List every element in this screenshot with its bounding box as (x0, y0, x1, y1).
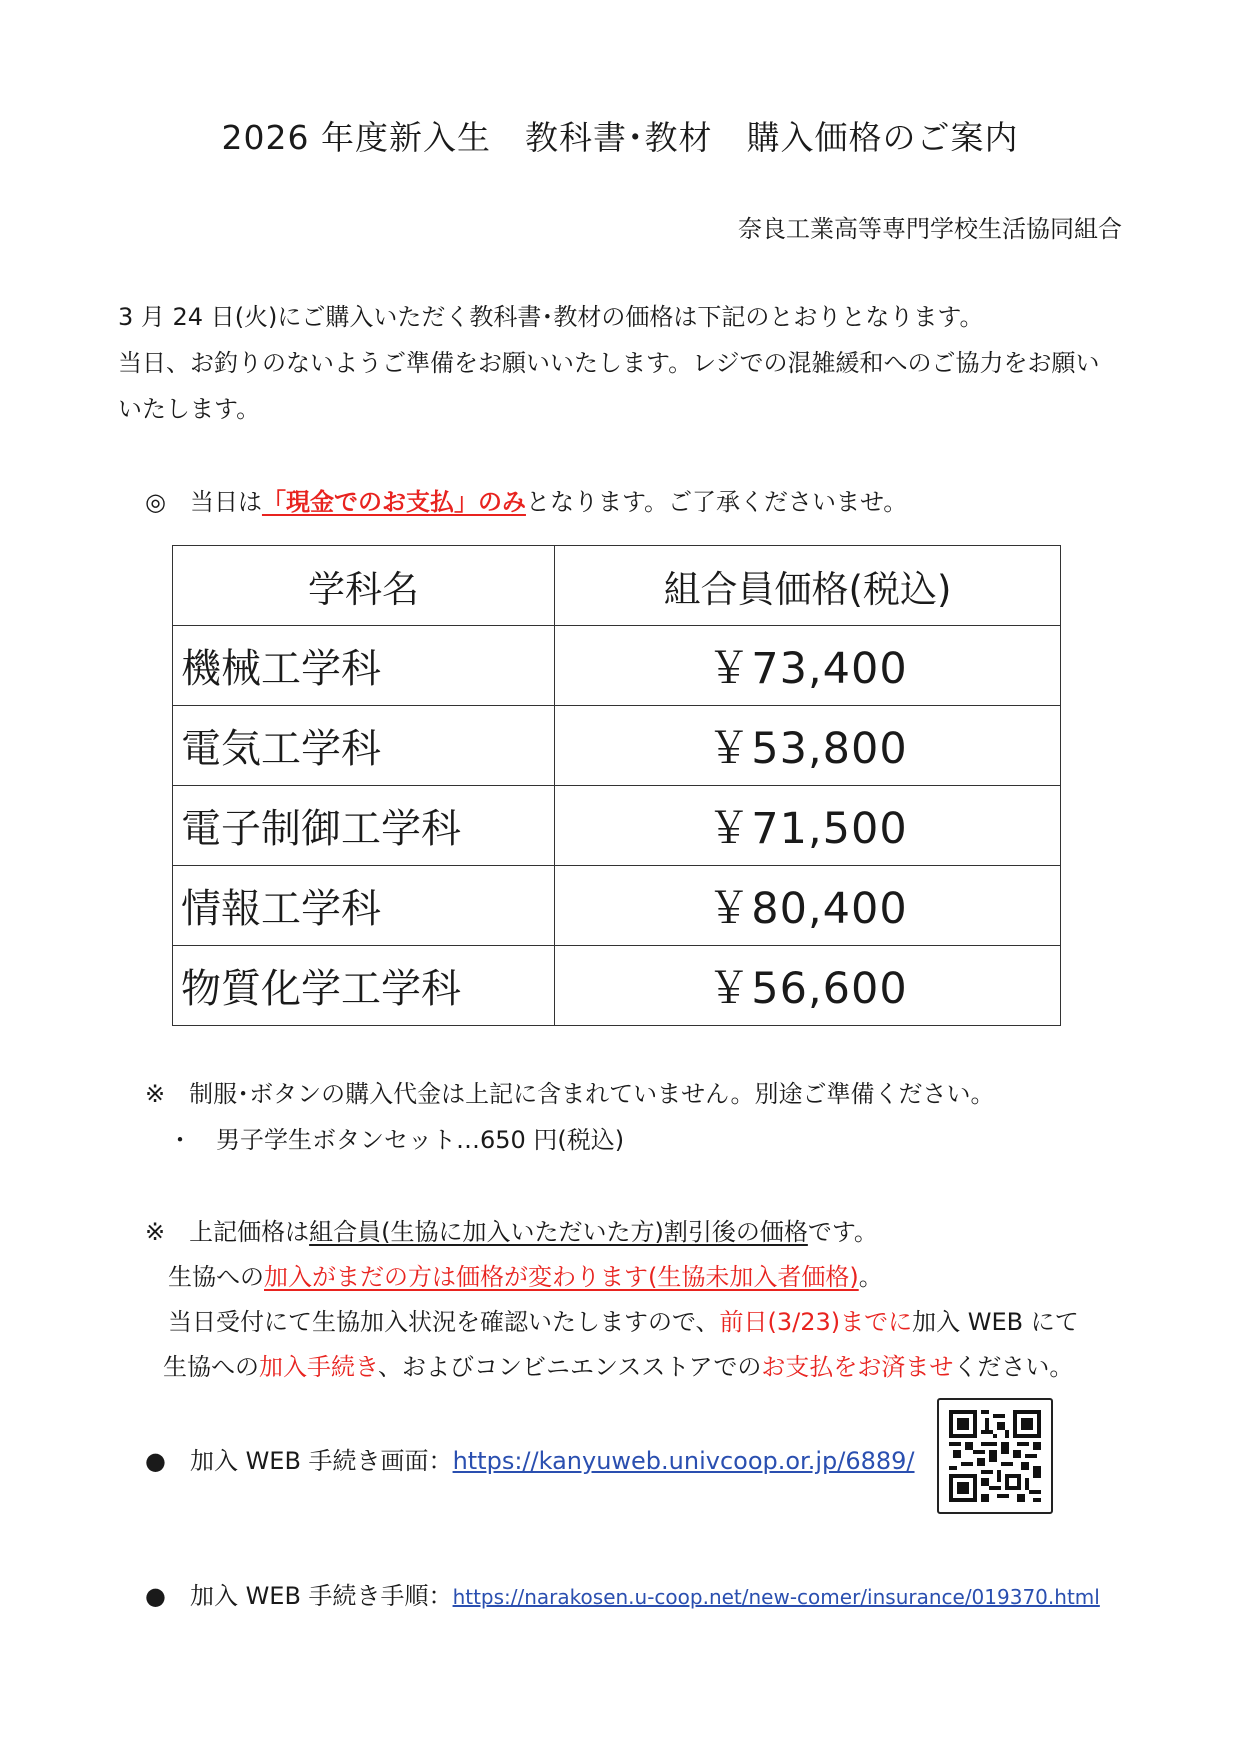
deadline-note (168, 1302, 1079, 1337)
member-price-note (145, 1212, 878, 1247)
procedure-suffix: ください。 (953, 1353, 1074, 1381)
header-department: 学科名 (173, 546, 555, 626)
price-table (172, 545, 1061, 1026)
department-price: ￥80,400 (555, 866, 1061, 946)
procedure-payment: お支払をお済ませ (761, 1353, 954, 1381)
procedure-prefix: 生協への (163, 1353, 259, 1381)
table-row (173, 946, 1061, 1026)
organization-name: 奈良工業高等専門学校生活協同組合 (738, 215, 1122, 243)
intro-line-1: 3 月 24 日(火)にご購入いただく教科書･教材の価格は下記のとおりとなります。 (118, 303, 984, 331)
nonmember-note-suffix: 。 (858, 1263, 883, 1291)
deadline-date: 前日(3/23)までに (719, 1308, 913, 1336)
table-row (173, 786, 1061, 866)
member-discount-text: 組合員(生協に加入いただいた方)割引後の価格 (309, 1218, 808, 1246)
web-screen-label: ● 加入 WEB 手続き画面： (145, 1447, 453, 1475)
table-row (173, 626, 1061, 706)
cash-notice-emphasis: 「現金でのお支払」のみ (261, 488, 526, 516)
procedure-note (163, 1347, 1073, 1382)
deadline-suffix: 加入 WEB にて (912, 1308, 1079, 1336)
table-row (173, 866, 1061, 946)
table-row (173, 706, 1061, 786)
web-steps-link[interactable]: https://narakosen.u-coop.net/new-comer/insurance/019370.html (452, 1585, 1100, 1609)
department-name: 情報工学科 (173, 866, 555, 946)
department-name: 物質化学工学科 (173, 946, 555, 1026)
department-name: 機械工学科 (173, 626, 555, 706)
page-title: 2026 年度新入生 教科書･教材 購入価格のご案内 (221, 118, 1019, 157)
price-table-header (173, 546, 1061, 626)
department-name: 電子制御工学科 (173, 786, 555, 866)
nonmember-note-prefix: 生協への (168, 1263, 264, 1291)
procedure-middle: 、およびコンビニエンスストアでの (378, 1353, 762, 1381)
department-price: ￥56,600 (555, 946, 1061, 1026)
procedure-join: 加入手続き (259, 1353, 379, 1381)
web-screen-link-row (145, 1441, 915, 1476)
intro-line-3: いたします。 (118, 395, 261, 423)
nonmember-price-note (168, 1257, 883, 1292)
nonmember-warning: 加入がまだの方は価格が変わります(生協未加入者価格) (264, 1263, 859, 1291)
department-name: 電気工学科 (173, 706, 555, 786)
web-steps-link-row (145, 1576, 1100, 1611)
department-price: ￥73,400 (555, 626, 1061, 706)
department-price: ￥71,500 (555, 786, 1061, 866)
member-note-suffix: です。 (807, 1218, 878, 1246)
intro-paragraph (118, 294, 1128, 432)
web-screen-link[interactable]: https://kanyuweb.univcoop.or.jp/6889/ (452, 1447, 915, 1475)
button-set-price: ・ 男子学生ボタンセット…650 円(税込) (168, 1126, 625, 1154)
cash-notice-suffix: となります。ご了承くださいませ。 (525, 488, 908, 516)
cash-only-notice (145, 482, 907, 517)
web-steps-label: ● 加入 WEB 手続き手順： (145, 1582, 453, 1610)
intro-line-2: 当日、お釣りのないようご準備をお願いいたします。レジでの混雑緩和へのご協力をお願い (118, 349, 1100, 377)
department-price: ￥53,800 (555, 706, 1061, 786)
deadline-prefix: 当日受付にて生協加入状況を確認いたしますので、 (168, 1308, 720, 1336)
member-note-prefix: ※ 上記価格は (145, 1218, 310, 1246)
qr-code-icon (937, 1398, 1053, 1514)
header-member-price: 組合員価格(税込) (555, 546, 1061, 626)
uniform-note: ※ 制服･ボタンの購入代金は上記に含まれていません。別途ご準備ください。 (145, 1080, 995, 1108)
cash-notice-prefix: ◎ 当日は (145, 488, 262, 516)
